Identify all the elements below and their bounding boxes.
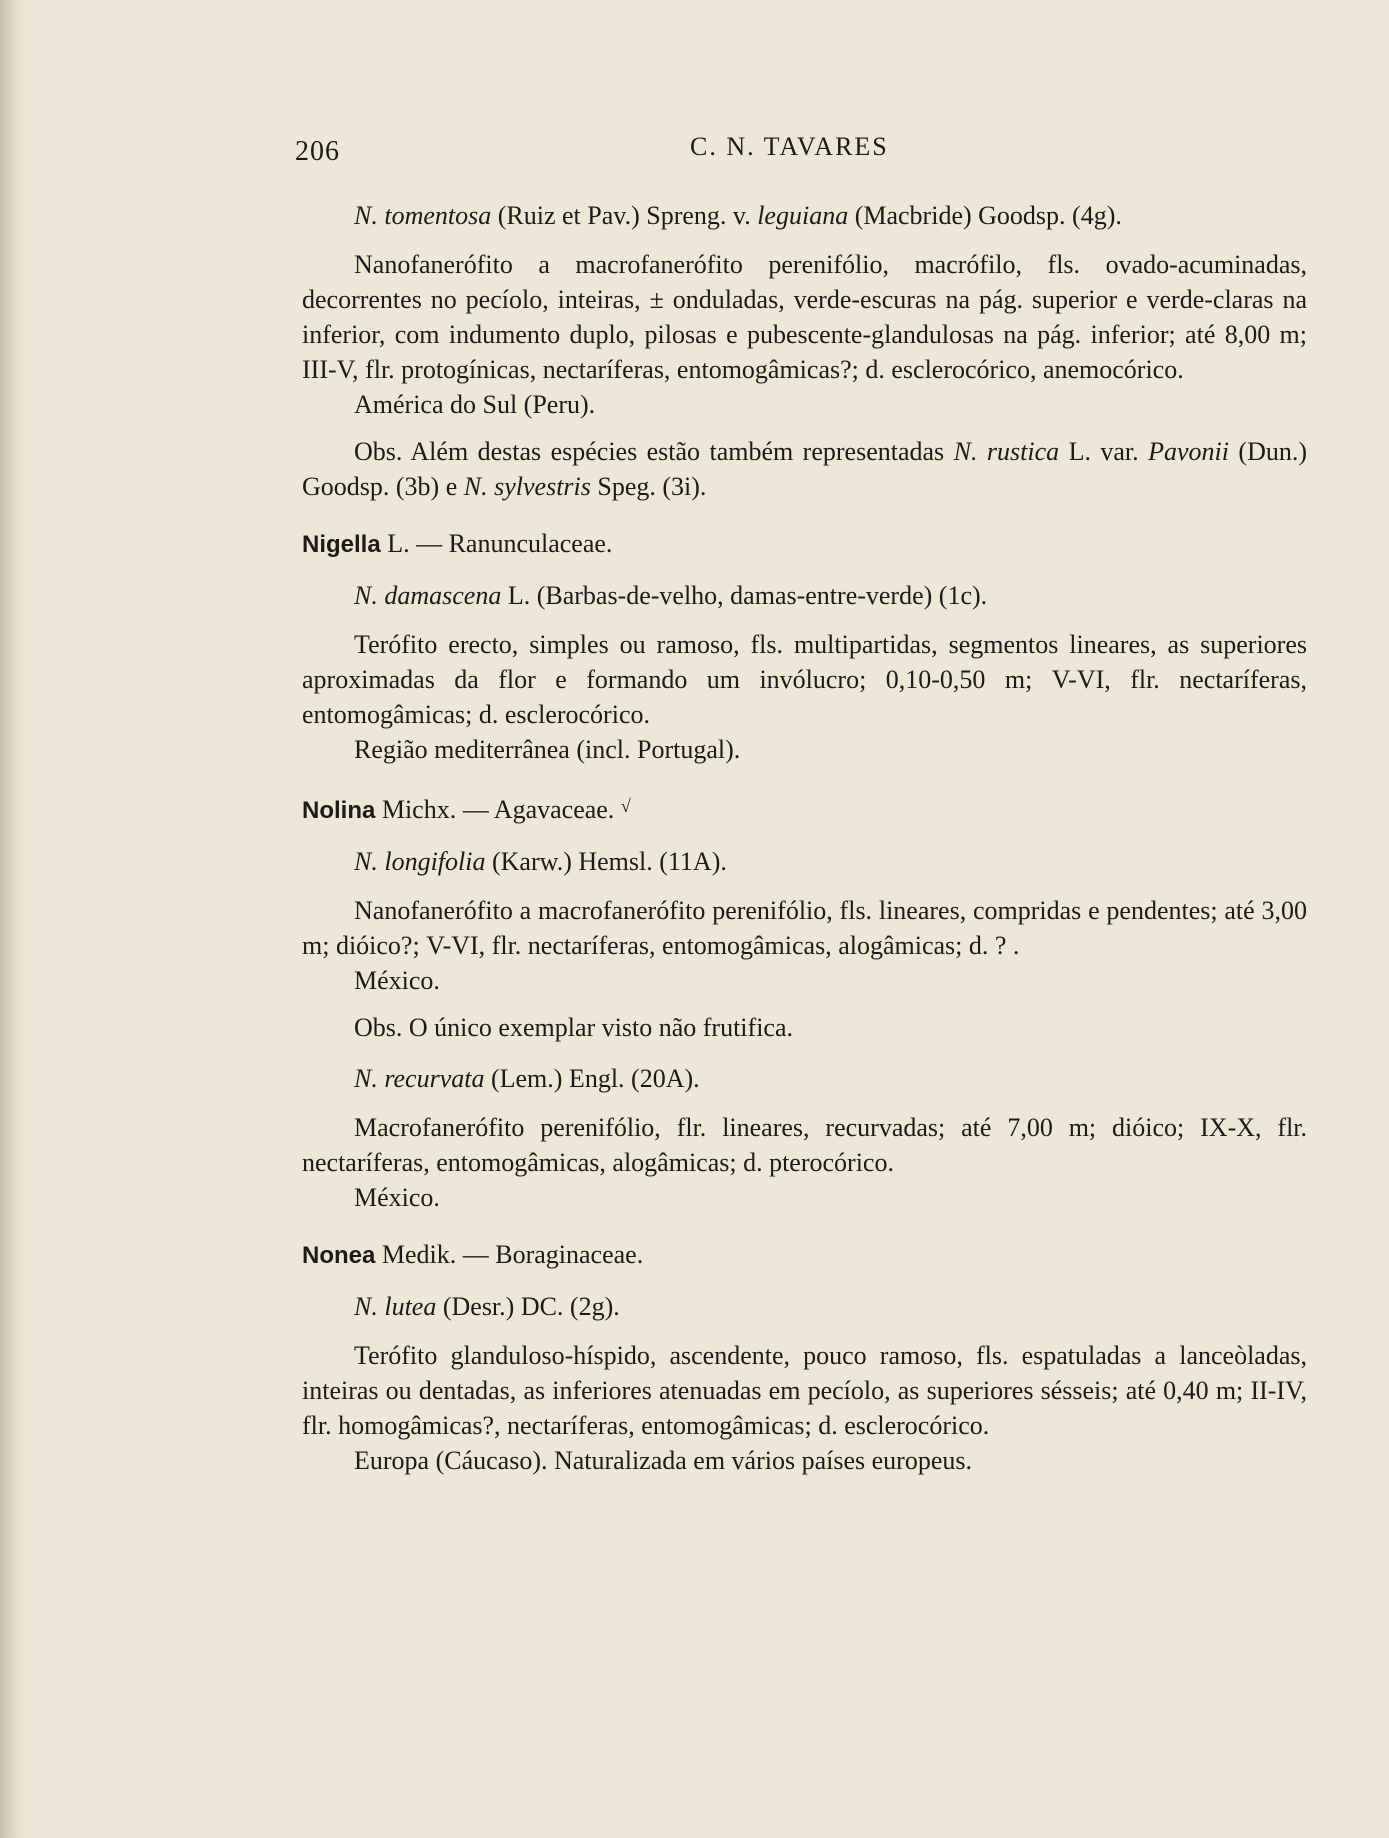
native-range-tomentosa: América do Sul (Peru). — [354, 390, 596, 419]
genus-abbr: N. — [354, 201, 378, 230]
genus-author-family: Michx. — Agavaceae. — [381, 795, 615, 824]
species-author: (Ruiz et Pav.) Spreng. v. — [497, 201, 751, 230]
page-body — [302, 198, 1307, 1478]
species-description-recurvata — [302, 1110, 1307, 1180]
species-heading-damascena — [302, 578, 1307, 613]
flowering-months: II-IV, — [1250, 1376, 1308, 1405]
genus-author-family: Medik. — Boraginaceae. — [381, 1240, 644, 1269]
note-text: (Dun.) Goodsp. (3b) e — [302, 437, 1307, 501]
native-range-recurvata: México. — [354, 1183, 440, 1212]
description-text: Macrofanerófito perenifólio, flr. lineares, recurvadas; até 7,00 m; dióico; — [354, 1113, 1185, 1142]
genus-name: Nolina — [302, 797, 376, 824]
description-text: Terófito erecto, simples ou ramoso, fls. multipartidas, segmentos lineares, as superiores aproximadas da flor e formando um invólucro; 0,10-0,50 m; — [302, 630, 1307, 694]
handwritten-check-mark: √ — [620, 796, 631, 816]
description-text: flr. nectaríferas, entomogâmicas; d. esclerocórico. — [302, 665, 1307, 729]
genus-heading-nigella — [302, 526, 1307, 562]
description-text: Nanofanerófito a macrofanerófito perenifólio, fls. lineares, compridas e pendentes; até 3,00 m; dióico?; — [302, 896, 1307, 960]
genus-abbr: N. — [953, 437, 978, 466]
species-description-tomentosa — [302, 247, 1307, 387]
flowering-months: V-VI, — [426, 931, 486, 960]
variety-author: (Macbride) Goodsp. (4g). — [854, 201, 1122, 230]
species-epithet: tomentosa — [384, 201, 492, 230]
species-epithet: longifolia — [384, 847, 486, 876]
native-range-damascena: Região mediterrânea (incl. Portugal). — [354, 735, 741, 764]
description-text: flr. homogâmicas?, nectaríferas, entomogâmicas; d. esclerocórico. — [302, 1411, 990, 1440]
species-author: (Lem.) Engl. (20A). — [490, 1064, 700, 1093]
page-number: 206 — [295, 136, 340, 167]
genus-abbr: N. — [354, 1292, 378, 1321]
genus-author-family: L. — Ranunculaceae. — [387, 529, 613, 558]
species-epithet: damascena — [384, 581, 502, 610]
observation-note-1 — [302, 434, 1307, 504]
genus-name: Nigella — [302, 531, 381, 558]
genus-abbr: N. — [354, 847, 378, 876]
species-epithet: lutea — [384, 1292, 437, 1321]
flowering-months: V-VI, — [1051, 665, 1111, 694]
genus-abbr: N. — [354, 1064, 378, 1093]
description-text: Terófito glanduloso-híspido, ascendente, pouco ramoso, fls. espatuladas a lanceòladas, inteiras ou dentadas, as inferiores atenuadas em pecíolo, as superiores sésseis; até 0,40 m; — [302, 1341, 1307, 1405]
page-header — [295, 132, 1275, 172]
species-heading-recurvata — [302, 1061, 1307, 1096]
note-text: L. var. — [1068, 437, 1139, 466]
genus-abbr: N. — [463, 472, 488, 501]
variety-epithet: leguiana — [757, 201, 849, 230]
note-text: Obs. Além destas espécies estão também representadas — [354, 437, 945, 466]
species-author: (Karw.) Hemsl. (11A). — [491, 847, 727, 876]
native-range-lutea: Europa (Cáucaso). Naturalizada em vários países europeus. — [354, 1446, 972, 1475]
species-epithet: sylvestris — [494, 472, 591, 501]
species-author: L. (Barbas-de-velho, damas-entre-verde) (1c). — [507, 581, 988, 610]
description-text: flr. nectaríferas, entomogâmicas, alogâmicas; d. pterocórico. — [302, 1113, 1308, 1177]
native-range-longifolia: México. — [354, 966, 440, 995]
genus-heading-nolina — [302, 789, 1307, 828]
genus-heading-nonea — [302, 1237, 1307, 1273]
species-epithet: rustica — [986, 437, 1060, 466]
species-epithet: recurvata — [384, 1064, 485, 1093]
running-head: C. N. TAVARES — [690, 132, 889, 161]
genus-name: Nonea — [302, 1242, 376, 1269]
description-text: flr. protogínicas, nectaríferas, entomogâmicas?; d. esclerocórico, anemocórico. — [365, 355, 1184, 384]
species-heading-tomentosa — [302, 198, 1307, 233]
species-description-lutea — [302, 1338, 1307, 1443]
species-heading-lutea — [302, 1289, 1307, 1324]
variety-epithet: Pavonii — [1148, 437, 1229, 466]
observation-note-2: Obs. O único exemplar visto não frutifica. — [354, 1013, 793, 1042]
flowering-months: IX-X, — [1200, 1113, 1262, 1142]
genus-abbr: N. — [354, 581, 378, 610]
species-author: (Desr.) DC. (2g). — [442, 1292, 620, 1321]
flowering-months: III-V, — [302, 355, 359, 384]
species-heading-longifolia — [302, 844, 1307, 879]
species-description-longifolia — [302, 893, 1307, 963]
note-text: Speg. (3i). — [597, 472, 707, 501]
species-description-damascena — [302, 627, 1307, 732]
description-text: Nanofanerófito a macrofanerófito perenifólio, macrófilo, fls. ovado-acuminadas, decorrentes no pecíolo, inteiras, ± onduladas, verde-escuras na pág. superior e verde-claras na inferior, com indumento duplo, pilosas e pubescente-glandulosas na pág. inferior; até 8,00 m; — [302, 250, 1307, 349]
description-text: flr. nectaríferas, entomogâmicas, alogâmicas; d. ? . — [491, 931, 1020, 960]
